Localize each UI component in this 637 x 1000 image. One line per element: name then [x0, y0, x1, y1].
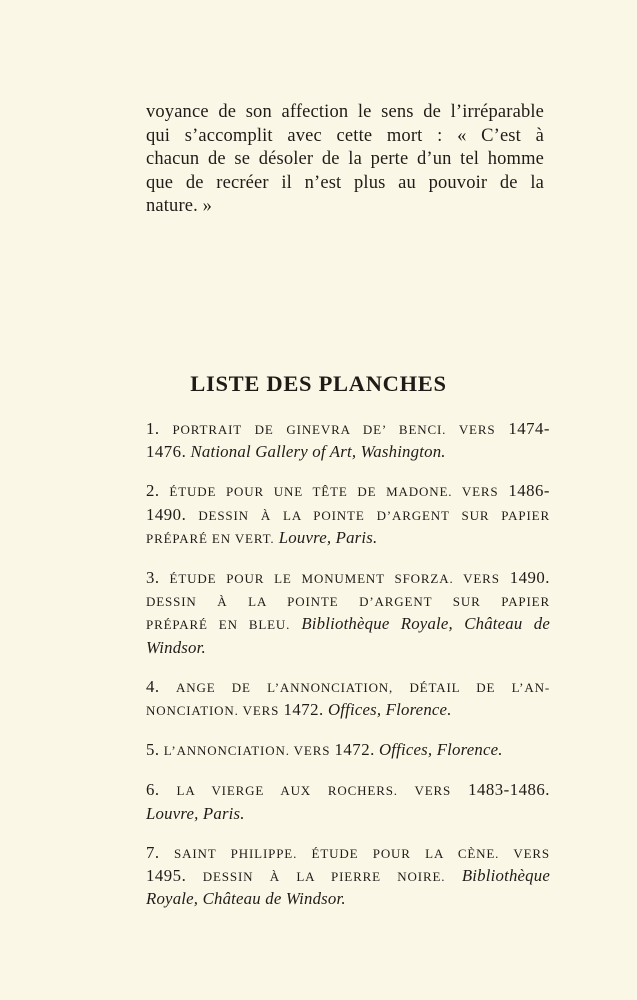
plate-entry [146, 480, 550, 550]
plate-line [146, 842, 550, 865]
plate-line [146, 637, 550, 659]
plate-line [146, 480, 550, 503]
plate-medium: PRÉPARÉ EN BLEU. [146, 617, 291, 633]
plate-date: 1476. [146, 442, 187, 462]
plate-location: Offices, Florence. [327, 700, 452, 720]
plate-medium: PRÉPARÉ EN VERT. [146, 530, 275, 546]
plate-entry [146, 418, 550, 463]
plate-location: Louvre, Paris. [146, 803, 245, 823]
plate-entry [146, 779, 550, 824]
plate-entry [146, 676, 550, 722]
plate-line [146, 676, 550, 699]
plate-line [146, 441, 550, 463]
plate-line [146, 590, 550, 613]
plate-location: Louvre, Paris. [278, 527, 378, 547]
plate-line [146, 739, 550, 762]
plate-location: Offices, Florence. [378, 740, 503, 760]
closing-paragraph [146, 101, 544, 219]
plate-location: Windsor. [146, 637, 206, 657]
plate-title: ÉTUDE POUR LE MONUMENT SFORZA. VERS [169, 571, 500, 587]
plate-line [146, 504, 550, 527]
plate-title: PORTRAIT DE GINEVRA DE’ BENCI. VERS [172, 422, 496, 437]
plate-number: 1. [146, 419, 160, 438]
plate-line [146, 527, 550, 550]
plate-number: 3. [146, 568, 160, 588]
paragraph-line: nature. » [146, 196, 213, 216]
plate-title: LA VIERGE AUX ROCHERS. VERS [176, 783, 452, 799]
plate-title: NONCIATION. VERS [146, 703, 280, 719]
plate-entry [146, 842, 550, 911]
plate-entry [146, 567, 550, 659]
paragraph-line: qui s’accomplit avec cette mort : « C’est à [146, 125, 544, 146]
plate-line [146, 779, 550, 802]
plate-date: 1486- [508, 481, 550, 501]
plate-medium: DESSIN À LA PIERRE NOIRE. [202, 869, 446, 885]
plate-date: 1490. [146, 504, 187, 524]
plate-number: 4. [146, 676, 160, 696]
plate-line [146, 888, 550, 910]
plate-number: 2. [146, 481, 160, 501]
plate-line [146, 567, 550, 590]
paragraph-line: voyance de son affection le sens de l’irréparable [146, 102, 544, 122]
plate-line [146, 613, 550, 636]
plate-number: 7. [146, 842, 160, 862]
plate-line [146, 865, 550, 888]
plates-list [146, 418, 550, 910]
plate-medium: DESSIN À LA POINTE D’ARGENT SUR PAPIER [146, 594, 550, 610]
plate-title: ÉTUDE POUR UNE TÊTE DE MADONE. VERS [169, 484, 499, 500]
plate-date: 1495. [146, 866, 187, 886]
paragraph-line: que de recréer il n’est plus au pouvoir de la [146, 172, 544, 193]
plate-title: ANGE DE L’ANNONCIATION, DÉTAIL DE L’AN- [176, 679, 551, 695]
plate-line [146, 699, 550, 722]
plate-location: Bibliothèque Royale, Château de [301, 614, 551, 634]
plate-location: Bibliothèque [461, 866, 551, 886]
plate-date: 1474- [508, 419, 550, 438]
plate-title: SAINT PHILIPPE. ÉTUDE POUR LA CÈNE. VERS [174, 845, 551, 861]
section-title: LISTE DES PLANCHES [190, 370, 447, 396]
plate-number: 6. [146, 780, 160, 800]
plate-number: 5. [146, 740, 160, 760]
plate-line [146, 803, 550, 825]
plate-location: National Gallery of Art, Washington. [190, 442, 446, 462]
plate-entry [146, 739, 550, 762]
paragraph-line: chacun de se désoler de la perte d’un tel homme [146, 149, 544, 169]
plate-medium: DESSIN À LA POINTE D’ARGENT SUR PAPIER [198, 507, 550, 523]
plate-date: 1472. [283, 700, 324, 720]
plate-location: Royale, Château de Windsor. [146, 889, 346, 909]
plate-line [146, 418, 550, 441]
plate-date: 1472. [334, 740, 375, 760]
plate-title: L’ANNONCIATION. VERS [163, 743, 331, 759]
plate-date: 1483-1486. [468, 780, 550, 800]
plate-date: 1490. [509, 568, 550, 588]
